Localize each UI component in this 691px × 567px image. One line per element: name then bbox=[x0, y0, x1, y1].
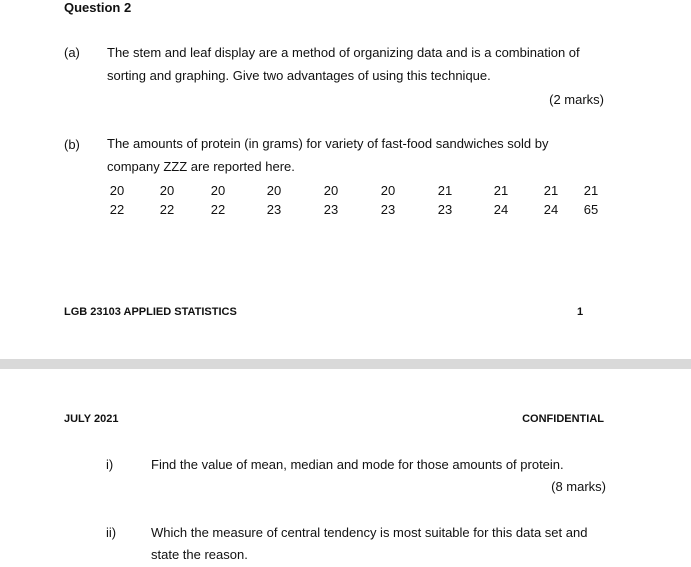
data-cell: 21 bbox=[493, 183, 509, 198]
sub-i-marks: (8 marks) bbox=[551, 479, 606, 494]
data-cell: 20 bbox=[159, 183, 175, 198]
part-a-line-1: The stem and leaf display are a method of organizing data and is a combination of bbox=[107, 45, 580, 60]
part-b-text bbox=[107, 132, 607, 178]
data-cell: 20 bbox=[323, 183, 339, 198]
data-cell: 22 bbox=[210, 202, 226, 217]
question-title: Question 2 bbox=[64, 0, 132, 15]
data-cell: 22 bbox=[109, 202, 125, 217]
data-cell: 24 bbox=[493, 202, 509, 217]
data-cell: 21 bbox=[583, 183, 599, 198]
data-cell: 20 bbox=[109, 183, 125, 198]
data-cell: 23 bbox=[266, 202, 282, 217]
data-cell: 20 bbox=[266, 183, 282, 198]
footer-page-number: 1 bbox=[577, 306, 584, 318]
data-cell: 20 bbox=[210, 183, 226, 198]
data-cell: 65 bbox=[583, 202, 599, 217]
sub-i-label: i) bbox=[106, 457, 114, 472]
sub-ii-line-2: state the reason. bbox=[151, 547, 248, 562]
data-cell: 23 bbox=[380, 202, 396, 217]
sub-ii-label: ii) bbox=[106, 525, 117, 540]
data-cell: 21 bbox=[437, 183, 453, 198]
part-b-line-1: The amounts of protein (in grams) for variety of fast-food sandwiches sold by bbox=[107, 136, 549, 151]
data-cell: 20 bbox=[380, 183, 396, 198]
data-cell: 22 bbox=[159, 202, 175, 217]
footer-course-code: LGB 23103 APPLIED STATISTICS bbox=[64, 306, 237, 318]
part-b-line-2: company ZZZ are reported here. bbox=[107, 159, 295, 174]
sub-i-text: Find the value of mean, median and mode for those amounts of protein. bbox=[151, 457, 564, 472]
part-a-label: (a) bbox=[64, 45, 80, 60]
header-date: JULY 2021 bbox=[64, 413, 119, 425]
part-a-text bbox=[107, 41, 607, 87]
part-a-marks: (2 marks) bbox=[549, 92, 604, 107]
part-b-label: (b) bbox=[64, 137, 80, 152]
data-cell: 21 bbox=[543, 183, 559, 198]
data-cell: 24 bbox=[543, 202, 559, 217]
data-cell: 23 bbox=[437, 202, 453, 217]
part-a-line-2: sorting and graphing. Give two advantages of using this technique. bbox=[107, 68, 491, 83]
header-classification: CONFIDENTIAL bbox=[522, 413, 604, 425]
data-cell: 23 bbox=[323, 202, 339, 217]
sub-ii-line-1: Which the measure of central tendency is most suitable for this data set and bbox=[151, 525, 588, 540]
page-break bbox=[0, 359, 691, 369]
